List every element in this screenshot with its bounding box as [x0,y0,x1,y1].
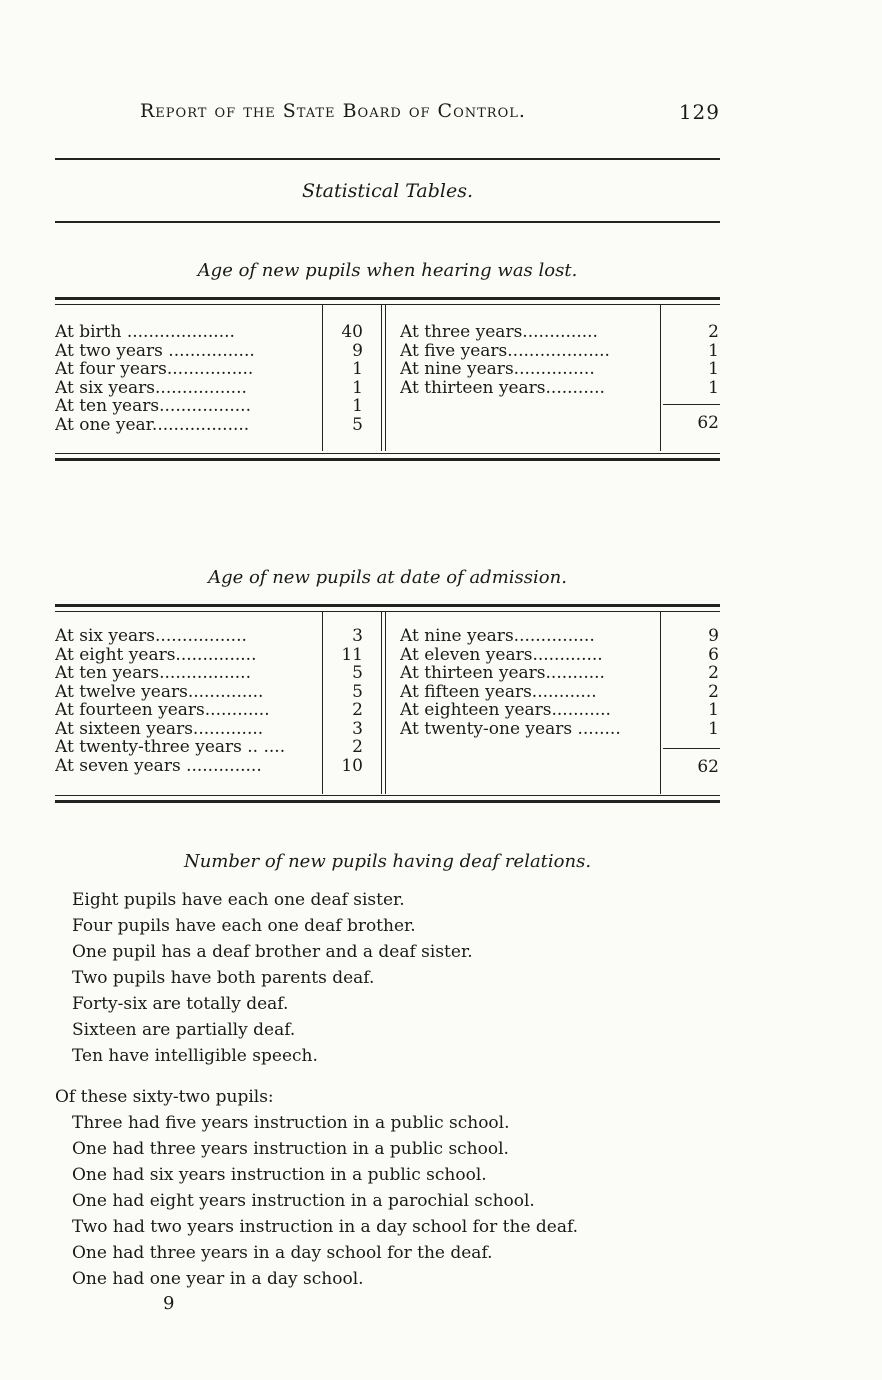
table1-total: 62 [697,413,719,433]
header-rule-top [55,158,720,160]
table-row-value: 5 [352,664,363,683]
table-row-value: 1 [708,341,719,360]
table1-left-values [327,323,363,434]
table2-top-rule [55,604,720,612]
table-row-label: At one year.................. [55,415,250,434]
table-admission-age [55,604,720,804]
table-row-label: At birth .................... [55,323,235,342]
table-row-value: 1 [352,378,363,397]
table2-total-rule [663,748,720,749]
table-row-label: At six years................. [55,378,247,397]
table2-divider [385,612,386,794]
list-item: One had three years in a day school for the deaf. [72,1243,493,1263]
table-row-value: 1 [708,719,719,738]
table2-divider [322,612,323,794]
table-row-label: At eight years............... [55,645,257,664]
table-row-value: 9 [352,341,363,360]
table-row-label: At nine years............... [400,360,595,379]
table1-right-labels [400,323,656,397]
table-row-value: 10 [341,756,363,775]
section-title: Statistical Tables. [301,180,474,202]
table-row-label: At eighteen years........... [400,701,611,720]
table-row-value: 1 [352,397,363,416]
table1-divider [322,305,323,451]
table-row-label: At sixteen years............. [55,719,264,738]
table2-divider [660,612,661,794]
table-row-label: At eleven years............. [400,645,603,664]
table-row-label: At three years.............. [400,323,598,342]
table1-caption: Age of new pupils when hearing was lost. [197,260,578,281]
table-row-label: At five years................... [400,341,610,360]
running-head [140,100,720,122]
table-row-value: 5 [352,682,363,701]
table-row-label: At two years ................ [55,341,255,360]
table-row-value: 2 [352,738,363,757]
table-row-label: At nine years............... [400,627,595,646]
table-hearing-lost [55,297,720,463]
table2-left-values [327,627,363,775]
table-row-value: 2 [352,701,363,720]
table1-right-values [667,323,719,397]
signature-mark: 9 [163,1293,175,1314]
table1-left-labels [55,323,317,434]
instruction-list [72,1110,578,1292]
table1-bottom-rule [55,453,720,461]
table-row-value: 2 [708,682,719,701]
table2-divider [381,612,382,794]
list-item: Two had two years instruction in a day school for the deaf. [72,1217,579,1237]
table-row-value: 1 [352,360,363,379]
list-item: One had one year in a day school. [72,1269,364,1289]
list-item: Four pupils have each one deaf brother. [72,916,416,936]
table2-bottom-rule [55,795,720,803]
table1-divider [381,305,382,451]
header-rule-bottom [55,221,720,223]
table2-total: 62 [697,757,719,777]
table-row-label: At thirteen years........... [400,378,605,397]
table-row-label: At ten years................. [55,664,251,683]
table-row-label: At ten years................. [55,397,251,416]
table1-total-rule [663,404,720,405]
table-row-label: At six years................. [55,627,247,646]
table-row-label: At four years................ [55,360,254,379]
table2-left-labels [55,627,317,775]
list-item: One had six years instruction in a public school. [72,1165,487,1185]
table-row-label: At twelve years.............. [55,682,264,701]
page-number: 129 [678,100,720,124]
list-item: Three had five years instruction in a public school. [72,1113,510,1133]
instruction-intro: Of these sixty-two pupils: [55,1087,274,1107]
list-item: One had eight years instruction in a parochial school. [72,1191,535,1211]
table-row-label: At thirteen years........... [400,664,605,683]
relations-heading: Number of new pupils having deaf relations. [183,851,592,872]
table-row-value: 6 [708,645,719,664]
table2-right-values [667,627,719,738]
table-row-value: 11 [341,645,363,664]
table-row-label: At twenty-one years ........ [400,719,621,738]
table-row-value: 3 [352,719,363,738]
list-item: Forty-six are totally deaf. [72,994,289,1014]
table1-divider [385,305,386,451]
table-row-value: 9 [708,627,719,646]
table-row-value: 1 [708,360,719,379]
list-item: One had three years instruction in a public school. [72,1139,509,1159]
list-item: One pupil has a deaf brother and a deaf sister. [72,942,473,962]
table-row-value: 40 [341,323,363,342]
table-row-label: At twenty-three years .. .... [55,738,286,757]
report-title: Report of the State Board of Control. [140,100,526,122]
list-item: Sixteen are partially deaf. [72,1020,296,1040]
relations-list [72,887,473,1069]
table-row-value: 1 [708,378,719,397]
table-row-value: 2 [708,664,719,683]
list-item: Two pupils have both parents deaf. [72,968,375,988]
list-item: Eight pupils have each one deaf sister. [72,890,405,910]
table2-right-labels [400,627,656,738]
table1-divider [660,305,661,451]
table-row-value: 2 [708,323,719,342]
table2-caption: Age of new pupils at date of admission. [208,567,567,588]
list-item: Ten have intelligible speech. [72,1046,318,1066]
table-row-value: 1 [708,701,719,720]
table-row-label: At fifteen years............ [400,682,597,701]
table-row-label: At seven years .............. [55,756,262,775]
table-row-value: 5 [352,415,363,434]
table-row-value: 3 [352,627,363,646]
table-row-label: At fourteen years............ [55,701,270,720]
table1-top-rule [55,297,720,305]
